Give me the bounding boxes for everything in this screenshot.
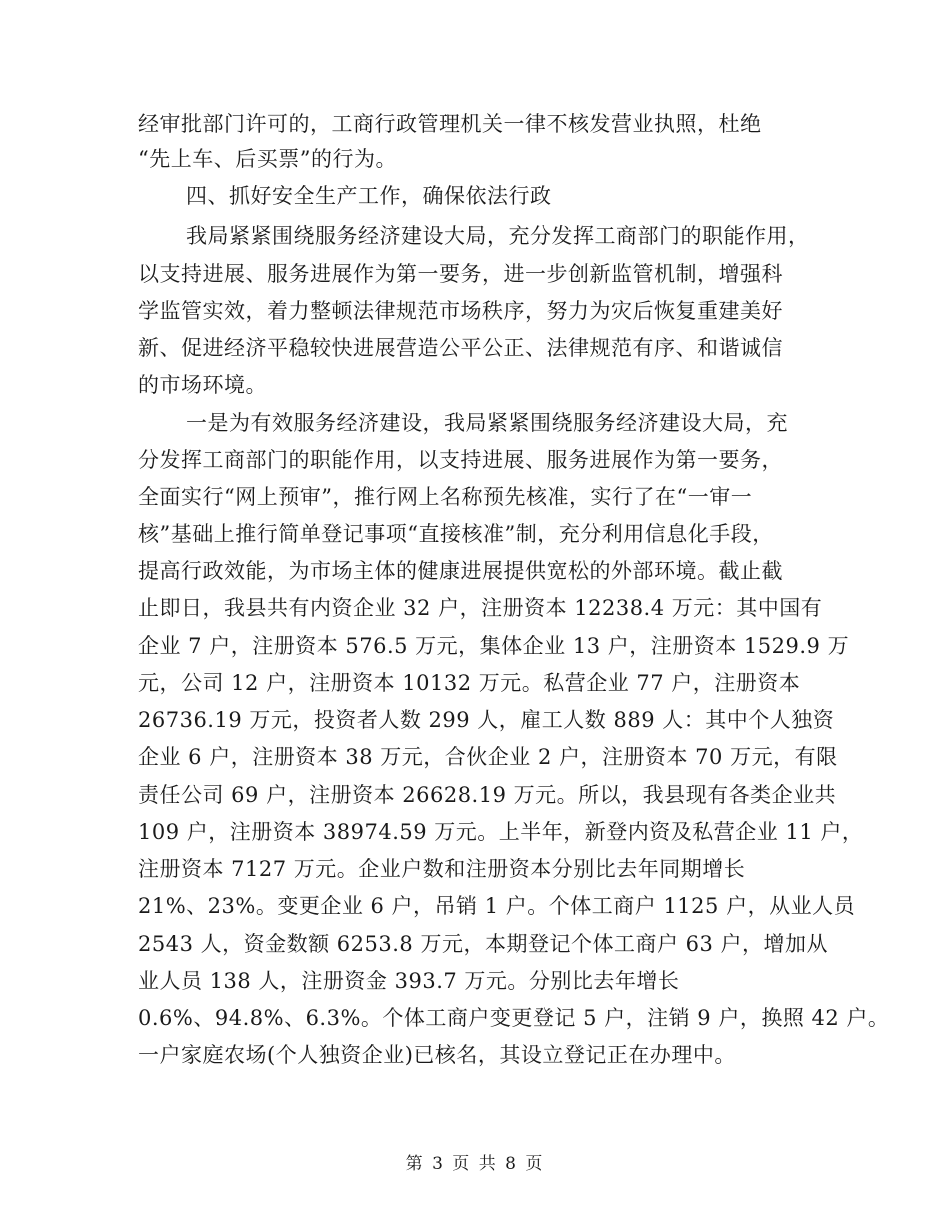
text-line: 的市场环境。: [138, 373, 267, 397]
text-line: 企业 7 户，注册资本 576.5 万元，集体企业 13 户，注册资本 1529.9 万: [138, 634, 850, 658]
text-line: “先上车、后买票”的行为。: [138, 147, 397, 171]
text-line: 2543 人，资金数额 6253.8 万元，本期登记个体工商户 63 户，增加从: [138, 932, 829, 956]
text-line: 注册资本 7127 万元。企业户数和注册资本分别比去年同期增长: [138, 857, 746, 881]
text-line: 业人员 138 人，注册资金 393.7 万元。分别比去年增长: [138, 969, 680, 993]
text-line: 以支持进展、服务进展作为第一要务，进一步创新监管机制，增强科: [138, 262, 783, 286]
text-line: 元，公司 12 户，注册资本 10132 万元。私营企业 77 户，注册资本: [138, 671, 801, 695]
section-heading: 四、抓好安全生产工作，确保依法行政: [186, 184, 552, 208]
text-line: 一户家庭农场(个人独资企业)已核名，其设立登记正在办理中。: [138, 1043, 736, 1067]
text-line: 经审批部门许可的，工商行政管理机关一律不核发营业执照，杜绝: [138, 112, 762, 136]
text-line: 一是为有效服务经济建设，我局紧紧围绕服务经济建设大局，充: [186, 411, 788, 435]
text-line: 26736.19 万元，投资者人数 299 人，雇工人数 889 人：其中个人独资: [138, 708, 835, 732]
text-line: 分发挥工商部门的职能作用，以支持进展、服务进展作为第一要务，: [138, 448, 783, 472]
text-line: 学监管实效，着力整顿法律规范市场秩序，努力为灾后恢复重建美好: [138, 299, 783, 323]
text-line: 我局紧紧围绕服务经济建设大局，充分发挥工商部门的职能作用，: [186, 224, 810, 248]
text-line: 新、促进经济平稳较快进展营造公平公正、法律规范有序、和谐诚信: [138, 336, 783, 360]
text-line: 109 户，注册资本 38974.59 万元。上半年，新登内资及私营企业 11 户，: [138, 820, 864, 844]
text-line: 提高行政效能，为市场主体的健康进展提供宽松的外部环境。截止截: [138, 559, 783, 583]
text-line: 0.6%、94.8%、6.3%。个体工商户变更登记 5 户，注销 9 户，换照 42 户。: [138, 1006, 890, 1030]
text-line: 核”基础上推行简单登记事项“直接核准”制，充分利用信息化手段，: [138, 522, 774, 546]
page-number-footer: 第 3 页 共 8 页: [405, 1154, 545, 1174]
text-line: 21%、23%。变更企业 6 户，吊销 1 户。个体工商户 1125 户，从业人员: [138, 894, 856, 918]
text-line: 全面实行“网上预审”，推行网上名称预先核准，实行了在“一审一: [138, 485, 753, 509]
text-line: 责任公司 69 户，注册资本 26628.19 万元。所以，我县现有各类企业共: [138, 783, 837, 807]
text-line: 企业 6 户，注册资本 38 万元，合伙企业 2 户，注册资本 70 万元，有限: [138, 745, 838, 769]
text-line: 止即日，我县共有内资企业 32 户，注册资本 12238.4 万元：其中国有: [138, 596, 823, 620]
